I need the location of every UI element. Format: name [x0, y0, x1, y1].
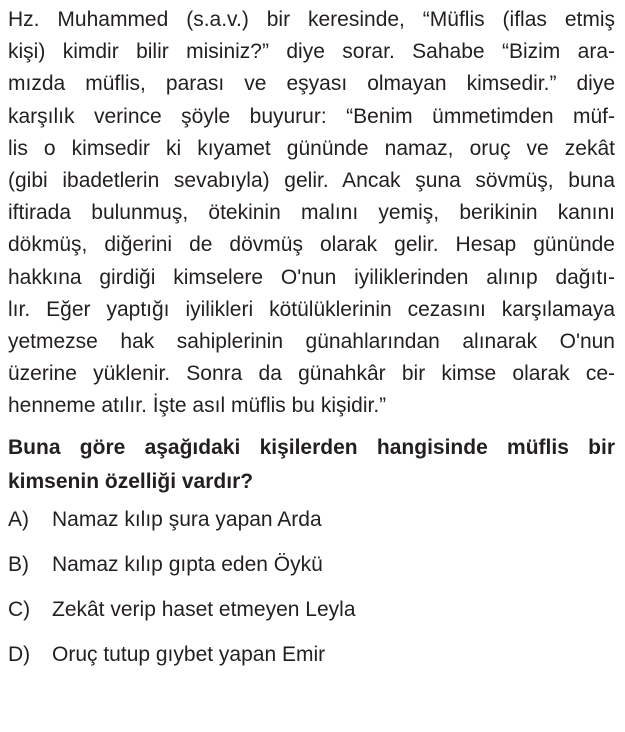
option-letter: A) — [8, 507, 29, 531]
passage-line: (gibi ibadetlerin sevabıyla) gelir. Ancak şuna sövmüş, buna — [8, 169, 615, 193]
option-letter: D) — [8, 642, 31, 666]
option-d[interactable] — [8, 640, 615, 685]
passage-line: Hz. Muhammed (s.a.v.) bir keresinde, “Müflis (iflas etmiş — [8, 8, 615, 31]
option-letter: B) — [8, 552, 29, 576]
option-c[interactable] — [8, 595, 615, 640]
passage-text — [8, 4, 615, 423]
passage-line: henneme atılır. İşte asıl müflis bu kişidir.” — [8, 394, 387, 418]
passage-line: yetmezse hak sahiplerinin günahlarından alınarak O'nun — [8, 330, 615, 354]
option-letter: C) — [8, 597, 31, 621]
option-text: Namaz kılıp gıpta eden Öykü — [52, 552, 323, 576]
option-b[interactable] — [8, 550, 615, 595]
option-text: Namaz kılıp şura yapan Arda — [52, 507, 322, 531]
passage-line: lis o kimsedir ki kıyamet gününde namaz, oruç ve zekât — [8, 136, 615, 160]
option-a[interactable] — [8, 505, 615, 550]
option-text: Zekât verip haset etmeyen Leyla — [52, 597, 356, 621]
passage-line: iftirada bulunmuş, ötekinin malını yemiş, berikinin kanını — [8, 201, 615, 225]
passage-line: lır. Eğer yaptığı iyilikleri kötülüklerinin cezasını karşılamaya — [8, 297, 615, 321]
passage-line: mızda müflis, parası ve eşyası olmayan kimsedir.” diye — [8, 72, 615, 96]
passage-line: üzerine yüklenir. Sonra da günahkâr bir kimse olarak ce- — [8, 362, 615, 386]
passage-line: hakkına girdiği kimselere O'nun iyiliklerinden alınıp dağıtı- — [8, 265, 615, 289]
passage-line: dökmüş, diğerini de dövmüş olarak gelir. Hesap gününde — [8, 233, 615, 257]
passage-line: karşılık verince şöyle buyurur: “Benim ümmetimden müf- — [8, 104, 615, 128]
question-stem — [8, 431, 615, 499]
question-line: Buna göre aşağıdaki kişilerden hangisinde müflis bir — [8, 435, 615, 459]
option-text: Oruç tutup gıybet yapan Emir — [52, 642, 326, 666]
answer-options — [8, 505, 615, 685]
question-line: kimsenin özelliği vardır? — [8, 469, 254, 493]
passage-line: kişi) kimdir bilir misiniz?” diye sorar. Sahabe “Bizim ara- — [8, 40, 615, 64]
